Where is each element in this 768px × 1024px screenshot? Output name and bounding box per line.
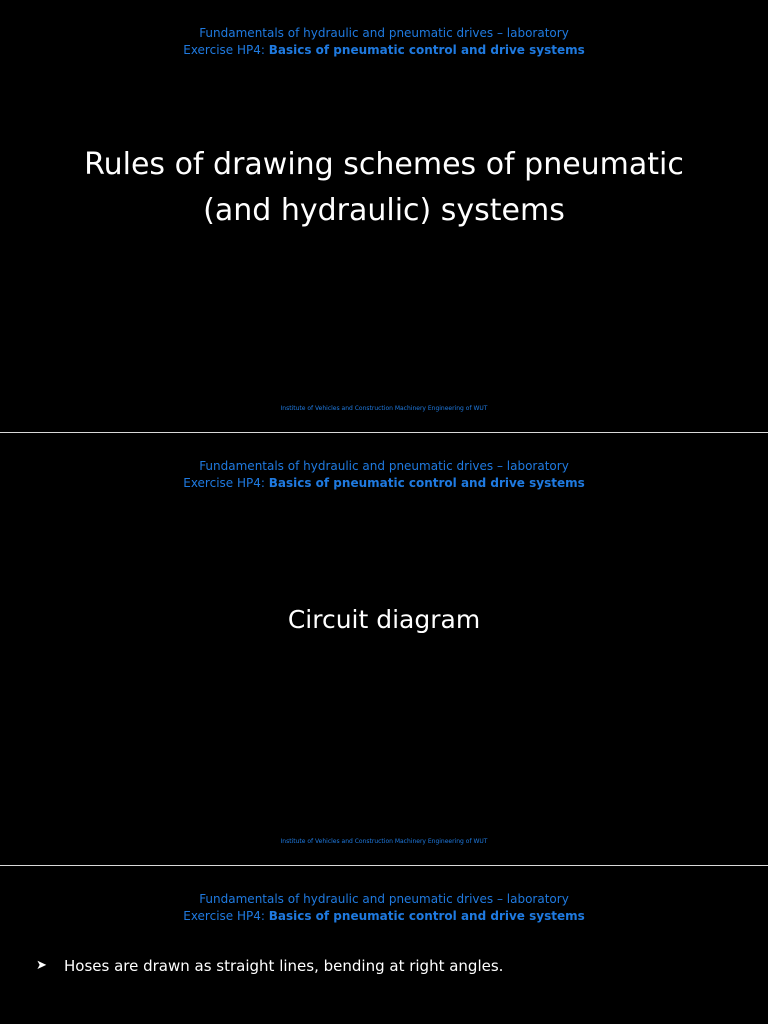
bullet-item bbox=[36, 955, 503, 977]
slide-header bbox=[0, 458, 768, 492]
exercise-prefix: Exercise HP4: bbox=[183, 476, 269, 490]
course-title: Fundamentals of hydraulic and pneumatic drives – laboratory bbox=[199, 459, 569, 473]
slide-header bbox=[0, 25, 768, 59]
exercise-title bbox=[0, 908, 768, 925]
slide-2 bbox=[0, 433, 768, 865]
exercise-name: Basics of pneumatic control and drive systems bbox=[268, 909, 585, 923]
course-title: Fundamentals of hydraulic and pneumatic drives – laboratory bbox=[199, 892, 569, 906]
arrowhead-bullet-icon: ➤ bbox=[36, 958, 47, 973]
slide-title: Circuit diagram bbox=[287, 605, 481, 634]
exercise-name: Basics of pneumatic control and drive systems bbox=[268, 476, 585, 490]
slide-3 bbox=[0, 866, 768, 1024]
exercise-prefix: Exercise HP4: bbox=[183, 43, 269, 57]
slide-footer: Institute of Vehicles and Construction Machinery Engineering of WUT bbox=[280, 838, 488, 845]
slide-title-line-2: (and hydraulic) systems bbox=[203, 193, 565, 228]
slide-footer: Institute of Vehicles and Construction Machinery Engineering of WUT bbox=[280, 405, 488, 412]
exercise-title bbox=[0, 42, 768, 59]
exercise-prefix: Exercise HP4: bbox=[183, 909, 269, 923]
exercise-title bbox=[0, 475, 768, 492]
bullet-text: Hoses are drawn as straight lines, bending at right angles. bbox=[64, 957, 504, 975]
slide-1 bbox=[0, 0, 768, 432]
course-title: Fundamentals of hydraulic and pneumatic drives – laboratory bbox=[199, 26, 569, 40]
slide-title bbox=[0, 142, 768, 234]
exercise-name: Basics of pneumatic control and drive systems bbox=[268, 43, 585, 57]
slide-header bbox=[0, 891, 768, 925]
slide-title-line-1: Rules of drawing schemes of pneumatic bbox=[84, 147, 684, 182]
